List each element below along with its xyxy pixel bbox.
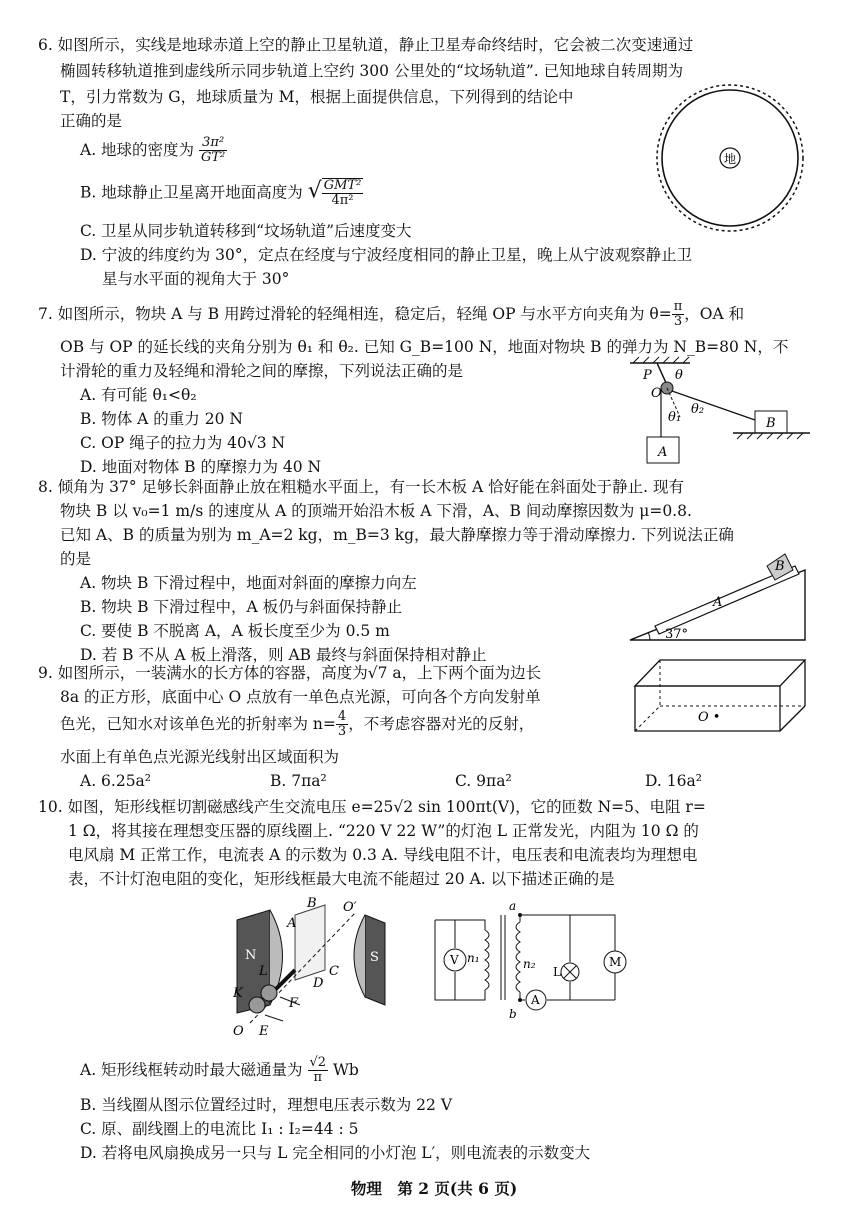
label-theta: θ [675, 368, 683, 383]
q7-pulley-figure [615, 355, 815, 470]
q6-line-1: 6. 如图所示，实线是地球赤道上空的静止卫星轨道，静止卫星寿命终结时，它会被二次变速通过 [38, 36, 694, 54]
q10-a-fraction: $\frac{√2}{\pi}$ [309, 1055, 327, 1086]
q6-option-c: C. 卫星从同步轨道转移到“坟场轨道”后速度变大 [80, 222, 412, 240]
label-board-A: A [713, 595, 723, 610]
q8-line-4: 的是 [60, 550, 92, 568]
q6-option-d-line1: D. 宁波的纬度约为 30°，定点在经度与宁波经度相同的静止卫星，晚上从宁波观察静止卫 [80, 246, 693, 264]
label-F: F [289, 996, 299, 1011]
q9-line-1: 9. 如图所示，一装满水的长方体的容器，高度为√7 a，上下两个面为边长 [38, 664, 542, 682]
q10-option-b: B. 当线圈从图示位置经过时，理想电压表示数为 22 V [80, 1096, 453, 1114]
q9-line-4: 水面上有单色点光源光线射出区域面积为 [60, 748, 340, 766]
label-theta2: θ₂ [691, 402, 705, 417]
label-n2: n₂ [523, 957, 536, 971]
q9-n-fraction: $\frac{4}{3}$ [337, 709, 347, 740]
q6-option-d-line2: 星与水平面的视角大于 30° [102, 270, 290, 288]
q9-option-a: A. 6.25a² [80, 772, 152, 790]
label-D: D [313, 976, 324, 991]
label-theta1: θ₁ [668, 410, 682, 425]
label-a: a [509, 900, 517, 913]
label-n1: n₁ [467, 951, 480, 965]
earth-label: 地 [723, 152, 737, 166]
q10-generator-figure [225, 895, 415, 1040]
q9-line-2: 8a 的正方形，底面中心 O 点放有一单色点光源，可向各个方向发射单 [60, 688, 541, 706]
label-O: O [233, 1024, 244, 1039]
q8-option-d: D. 若 B 不从 A 板上滑落，则 AB 最终与斜面保持相对静止 [80, 646, 487, 664]
label-K: K [233, 986, 243, 1001]
q6-line-3: T，引力常数为 G，地球质量为 M，根据上面提供信息，下列得到的结论中 [60, 88, 574, 106]
label-P: P [643, 368, 652, 383]
label-block-B: B [775, 559, 785, 574]
label-angle: 37° [665, 627, 689, 642]
q6-line-2: 椭圆转移轨道推到虚线所示同步轨道上空约 300 公里处的“坟场轨道”. 已知地球自转周期为 [60, 62, 684, 80]
q10-option-d: D. 若将电风扇换成另一只与 L 完全相同的小灯泡 L′，则电流表的示数变大 [80, 1144, 591, 1162]
q9-line-3: 色光，已知水对该单色光的折射率为 n= $\frac{4}{3}$ ，不考虑容器对光的反射， [60, 709, 535, 740]
label-block-A: A [658, 445, 668, 460]
label-O-prime: O′ [343, 900, 357, 915]
label-B: B [307, 896, 317, 911]
label-E: E [259, 1024, 269, 1039]
ammeter-A: A [531, 993, 540, 1007]
magnet-S: S [370, 950, 379, 965]
q6-a-fraction: $\frac{\text{3π²}}{\text{GT²}}$ [201, 135, 226, 166]
q8-option-c: C. 要使 B 不脱离 A，A 板长度至少为 0.5 m [80, 622, 390, 640]
label-block-B: B [766, 416, 776, 431]
q10-line-4: 表，不计灯泡电阻的变化，矩形线框最大电流不能超过 20 A. 以下描述正确的是 [68, 870, 615, 888]
q9-option-d: D. 16a² [645, 772, 702, 790]
q7-option-a: A. 有可能 θ₁<θ₂ [80, 386, 197, 404]
label-O: O • [698, 710, 721, 725]
label-b: b [509, 1007, 517, 1021]
q6-line-4: 正确的是 [60, 112, 123, 130]
q7-option-b: B. 物体 A 的重力 20 N [80, 410, 243, 428]
q7-theta-fraction: $\frac{\pi}{3}$ [673, 299, 683, 330]
label-L: L [259, 964, 268, 979]
motor-M: M [609, 955, 622, 969]
q10-option-c: C. 原、副线圈上的电流比 I₁ : I₂=44 : 5 [80, 1120, 359, 1138]
q9-option-b: B. 7πa² [270, 772, 327, 790]
voltmeter-V: V [450, 953, 459, 967]
q7-option-d: D. 地面对物体 B 的摩擦力为 40 N [80, 458, 322, 476]
q6-earth-orbit-figure [655, 80, 815, 240]
q8-line-3: 已知 A、B 的质量为别为 m_A=2 kg，m_B=3 kg，最大静摩擦力等于滑动摩擦力. 下列说法正确 [60, 526, 734, 544]
label-C: C [329, 964, 339, 979]
q8-line-2: 物块 B 以 v₀=1 m/s 的速度从 A 的顶端开始沿木板 A 下滑，A、B 间动摩擦因数为 μ=0.8. [60, 502, 692, 520]
q8-line-1: 8. 倾角为 37° 足够长斜面静止放在粗糙水平面上，有一长木板 A 恰好能在斜面处于静止. 现有 [38, 478, 684, 496]
label-O: O [651, 386, 662, 401]
q7-option-c: C. OP 绳子的拉力为 40√3 N [80, 434, 286, 452]
q6-option-b: B. 地球静止卫星离开地面高度为 √ $\frac{\text{GMT²}}{\text{4π²}}$ [80, 178, 362, 209]
q9-option-c: C. 9πa² [455, 772, 512, 790]
label-A: A [287, 916, 297, 931]
q6-option-a: A. 地球的密度为 $\frac{\text{3π²}}{\text{GT²}}$ [80, 135, 226, 166]
q10-line-2: 1 Ω，将其接在理想变压器的原线圈上. “220 V 22 W”的灯泡 L 正常发光，内阻为 10 Ω 的 [68, 822, 699, 840]
page-footer: 物理 第 2 页(共 6 页) [350, 1179, 518, 1198]
q10-circuit-figure [425, 900, 635, 1025]
lamp-L: L [553, 965, 561, 979]
q8-incline-figure [625, 540, 815, 645]
q9-box-figure [630, 656, 810, 736]
q8-option-a: A. 物块 B 下滑过程中，地面对斜面的摩擦力向左 [80, 574, 417, 592]
q7-line-3: 计滑轮的重力及轻绳和滑轮之间的摩擦，下列说法正确的是 [60, 362, 464, 380]
q6-b-fraction: $\frac{\text{GMT²}}{\text{4π²}}$ [323, 178, 362, 209]
q7-line-1: 7. 如图所示，物块 A 与 B 用跨过滑轮的轻绳相连，稳定后，轻绳 OP 与水平方向夹角为 θ= $\frac{\pi}{3}$ ，OA 和 [38, 299, 745, 330]
q10-line-3: 电风扇 M 正常工作，电流表 A 的示数为 0.3 A. 导线电阻不计，电压表和电流表均为理想电 [68, 846, 698, 864]
q7-line-2: OB 与 OP 的延长线的夹角分别为 θ₁ 和 θ₂. 已知 G_B=100 N，地面对物块 B 的弹力为 N_B=80 N，不 [60, 338, 789, 356]
q10-line-1: 10. 如图，矩形线框切割磁感线产生交流电压 e=25√2 sin 100πt(V)，它的匝数 N=5、电阻 r= [38, 798, 706, 816]
q8-option-b: B. 物块 B 下滑过程中，A 板仍与斜面保持静止 [80, 598, 403, 616]
magnet-N: N [245, 948, 257, 963]
q10-option-a: A. 矩形线框转动时最大磁通量为 $\frac{√2}{\pi}$ Wb [80, 1055, 359, 1086]
